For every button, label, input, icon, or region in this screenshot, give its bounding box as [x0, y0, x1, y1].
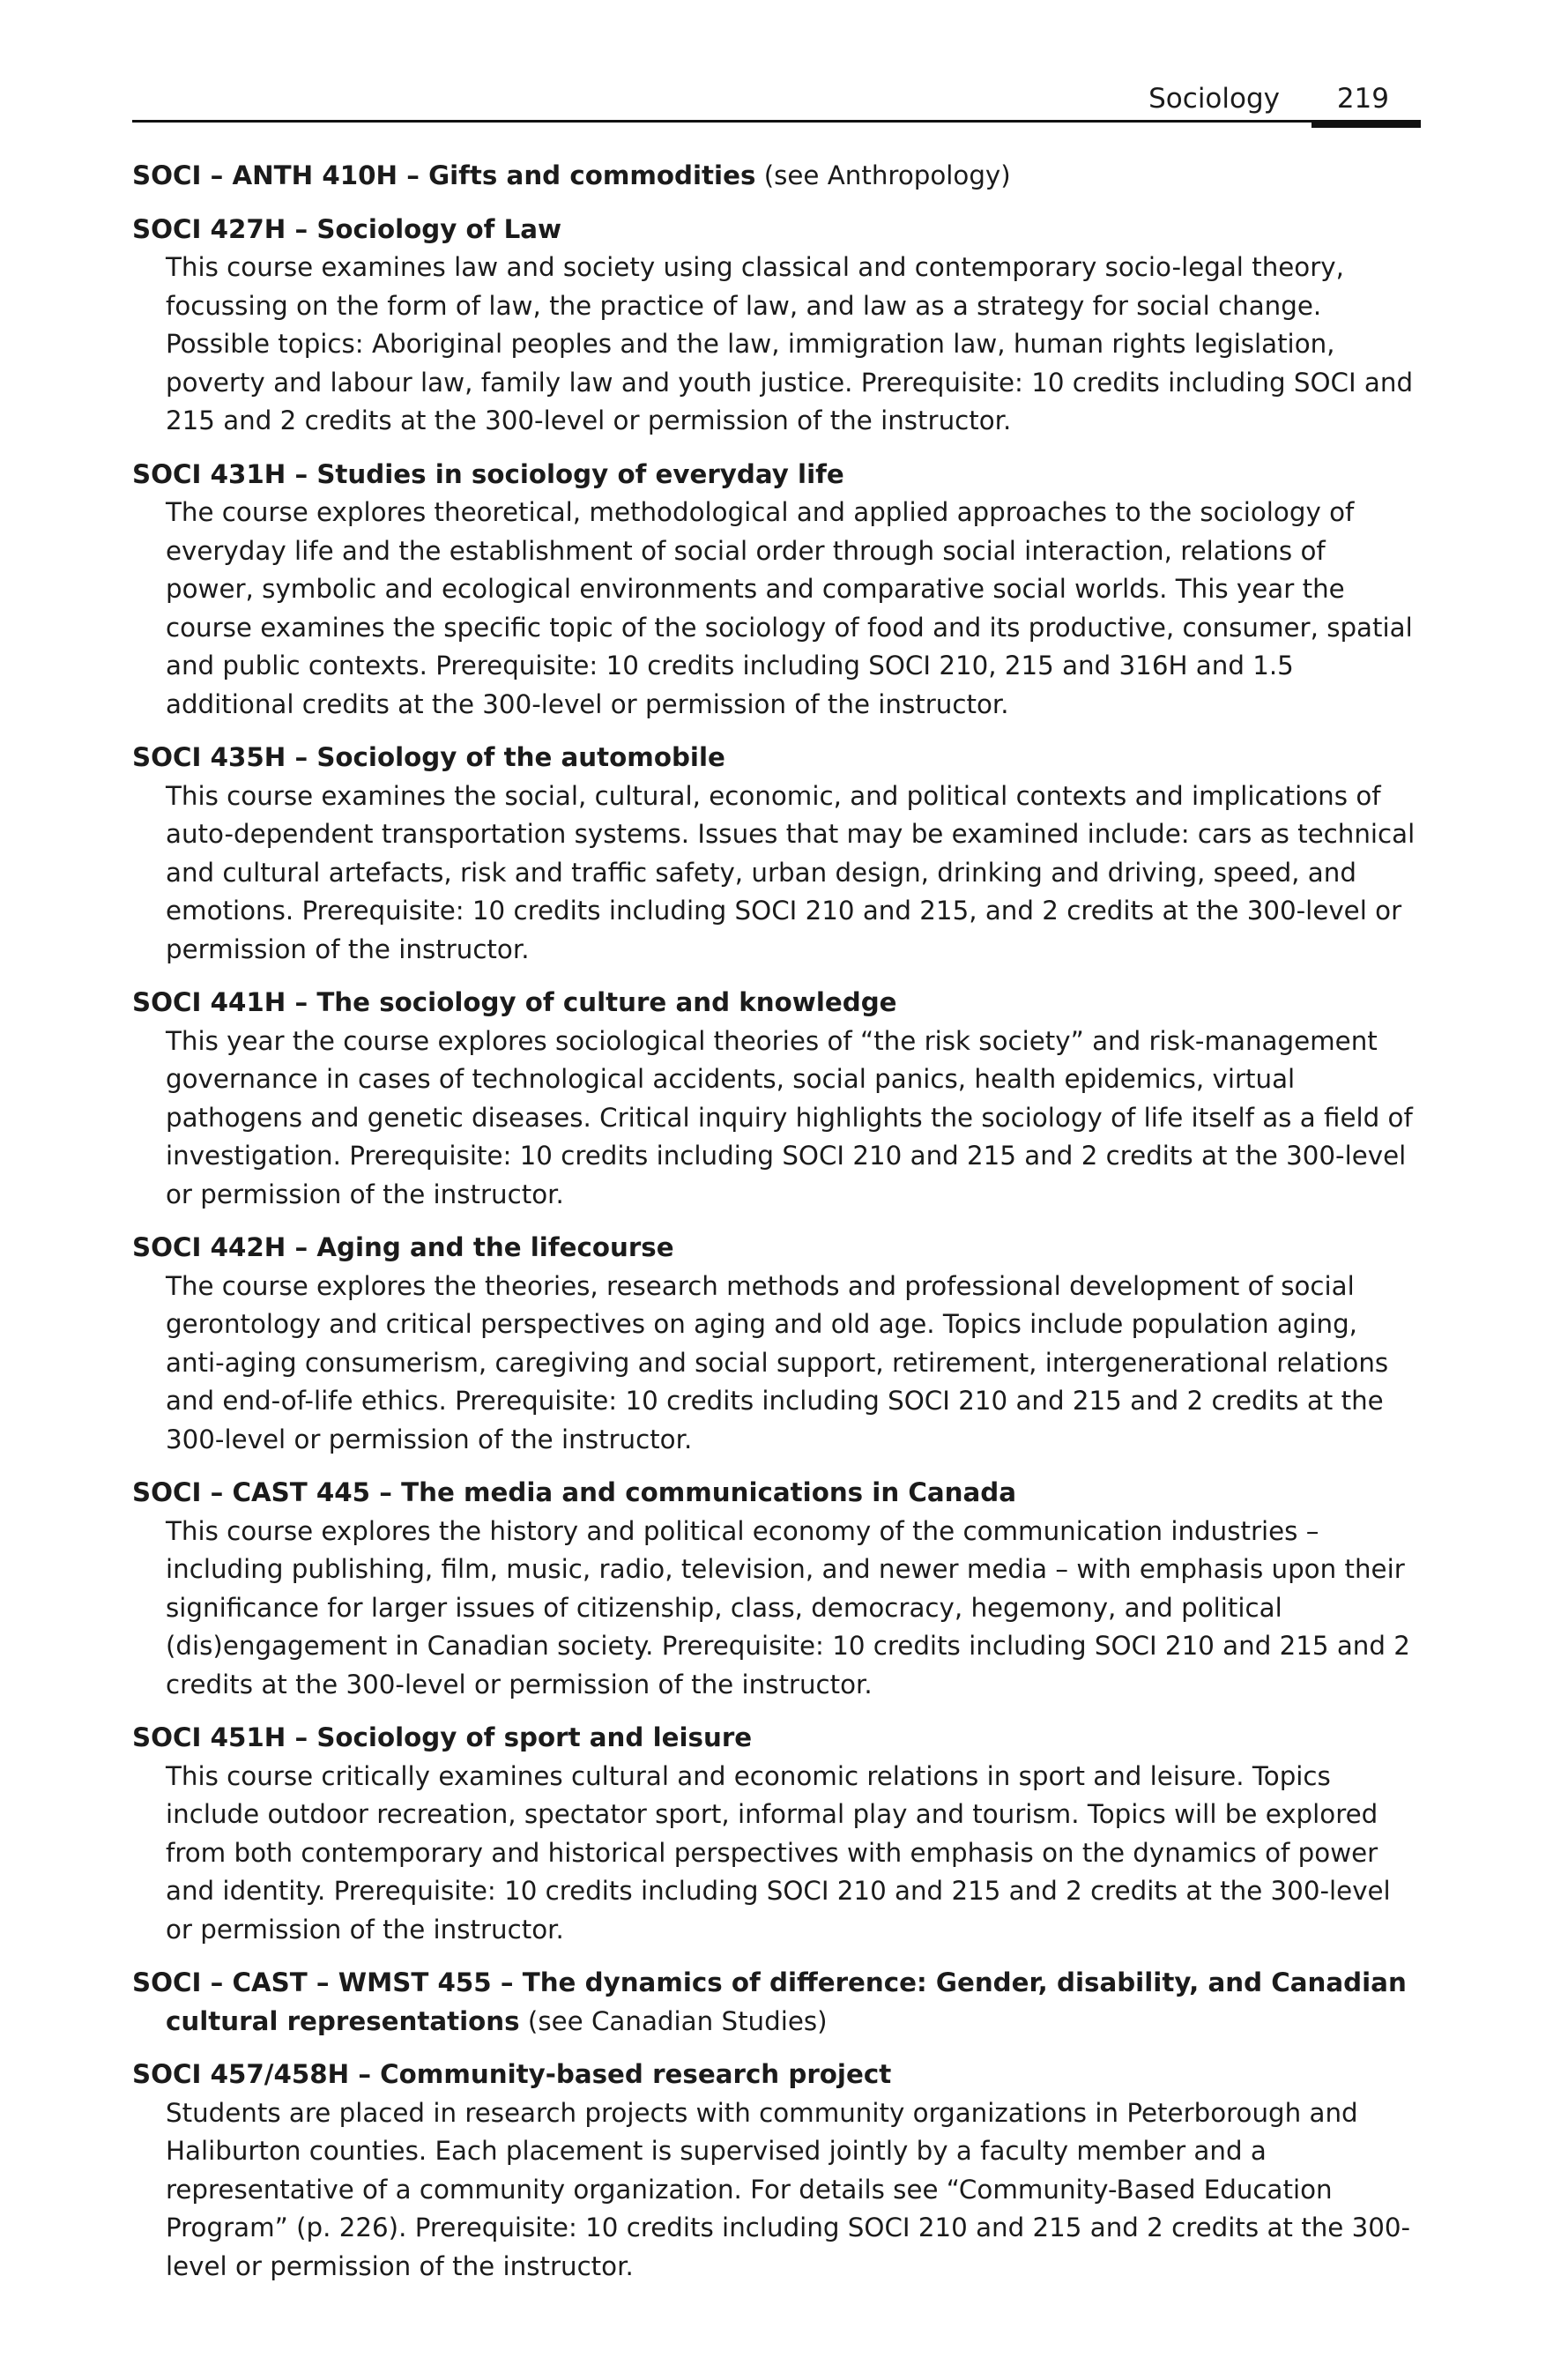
course-description: This course examines the social, cultural, economic, and political contexts and implications of auto-dependent transportation systems. Issues that may be examined include: cars as technical and cultural artefacts, risk and traffic safety, urban design, drinking and driving, speed, and emotions. Prerequisite: 10 credits including SOCI 210 and 215, and 2 credits at the 300-level or permission of the instructor.	[166, 780, 1416, 964]
course-title: SOCI – CAST 445 – The media and communications in Canada	[132, 1477, 1017, 1507]
course-entry	[132, 2056, 1421, 2286]
course-title: SOCI 451H – Sociology of sport and leisure	[132, 1722, 753, 1752]
course-entry	[132, 157, 1421, 196]
course-cross-reference: (see Canadian Studies)	[519, 2005, 828, 2036]
page-header	[132, 81, 1421, 127]
course-heading	[132, 1474, 1421, 1513]
course-title: SOCI – CAST – WMST 455 – The dynamics of difference: Gender, disability, and Canadian cultural representations	[132, 1967, 1407, 2036]
course-entry	[132, 1964, 1421, 2041]
course-description: This year the course explores sociological theories of “the risk society” and risk-management governance in cases of technological accidents, social panics, health epidemics, virtual pathogens and genetic diseases. Critical inquiry highlights the sociology of life itself as a field of investigation. Prerequisite: 10 credits including SOCI 210 and 215 and 2 credits at the 300-level or permission of the instructor.	[166, 1025, 1413, 1209]
page-number: 219	[1336, 83, 1389, 115]
course-heading	[132, 456, 1421, 495]
course-title: SOCI – ANTH 410H – Gifts and commodities	[132, 160, 756, 190]
course-description: The course explores theoretical, methodological and applied approaches to the sociology of everyday life and the establishment of social order through social interaction, relations of power, symbolic and ecological environments and comparative social worlds. This year the course examines the specific topic of the sociology of food and its productive, consumer, spatial and public contexts. Prerequisite: 10 credits including SOCI 210, 215 and 316H and 1.5 additional credits at the 300-level or permission of the instructor.	[166, 497, 1413, 719]
course-entry	[132, 739, 1421, 969]
course-entry	[132, 211, 1421, 441]
course-heading	[132, 157, 1421, 196]
course-heading	[132, 984, 1421, 1023]
course-entry	[132, 1719, 1421, 1949]
course-title: SOCI 457/458H – Community-based research project	[132, 2059, 892, 2089]
course-heading	[132, 211, 1421, 249]
course-listing	[132, 157, 1421, 2301]
course-entry	[132, 1229, 1421, 1459]
course-cross-reference: (see Anthropology)	[755, 160, 1011, 190]
course-entry	[132, 1474, 1421, 1704]
course-description: This course explores the history and political economy of the communication industries – including publishing, film, music, radio, television, and newer media – with emphasis upon their significance for larger issues of citizenship, class, democracy, hegemony, and political (dis)engagement in Canadian society. Prerequisite: 10 credits including SOCI 210 and 215 and 2 credits at the 300-level or permission of the instructor.	[166, 1515, 1410, 1699]
course-title: SOCI 435H – Sociology of the automobile	[132, 742, 725, 772]
course-heading	[132, 1964, 1421, 2041]
course-description: Students are placed in research projects with community organizations in Peterborough and Haliburton counties. Each placement is supervised jointly by a faculty member and a representative of a community organization. For details see “Community-Based Education Program” (p. 226). Prerequisite: 10 credits including SOCI 210 and 215 and 2 credits at the 300-level or permission of the instructor.	[166, 2097, 1411, 2281]
course-heading	[132, 1719, 1421, 1758]
course-description: This course critically examines cultural and economic relations in sport and leisure. Topics include outdoor recreation, spectator sport, informal play and tourism. Topics will be explored from both contemporary and historical perspectives with emphasis on the dynamics of power and identity. Prerequisite: 10 credits including SOCI 210 and 215 and 2 credits at the 300-level or permission of the instructor.	[166, 1760, 1391, 1945]
course-description: The course explores the theories, research methods and professional development of social gerontology and critical perspectives on aging and old age. Topics include population aging, anti-aging consumerism, caregiving and social support, retirement, intergenerational relations and end-of-life ethics. Prerequisite: 10 credits including SOCI 210 and 215 and 2 credits at the 300-level or permission of the instructor.	[166, 1270, 1389, 1454]
course-entry	[132, 456, 1421, 725]
course-entry	[132, 984, 1421, 1214]
course-heading	[132, 739, 1421, 777]
header-rule-tab	[1312, 120, 1421, 128]
course-title: SOCI 431H – Studies in sociology of everyday life	[132, 458, 844, 489]
running-head-section: Sociology	[1148, 83, 1280, 115]
course-heading	[132, 2056, 1421, 2094]
course-title: SOCI 427H – Sociology of Law	[132, 213, 562, 244]
course-title: SOCI 441H – The sociology of culture and knowledge	[132, 987, 897, 1017]
header-rule	[132, 120, 1421, 123]
course-heading	[132, 1229, 1421, 1268]
course-description: This course examines law and society using classical and contemporary socio-legal theory, focussing on the form of law, the practice of law, and law as a strategy for social change. Possible topics: Aboriginal peoples and the law, immigration law, human rights legislation, poverty and labour law, family law and youth justice. Prerequisite: 10 credits including SOCI and 215 and 2 credits at the 300-level or permission of the instructor.	[166, 252, 1414, 435]
course-title: SOCI 442H – Aging and the lifecourse	[132, 1232, 674, 1262]
